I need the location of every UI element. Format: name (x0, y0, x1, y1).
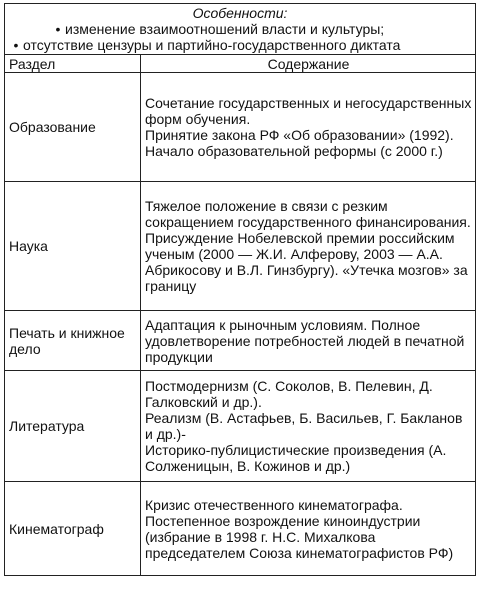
table-row (5, 182, 476, 311)
content-line: Историко-публицистические произведения (А. Солженицын, В. Кожинов и др.) (145, 442, 447, 474)
table-header-row (5, 55, 476, 73)
row-content (141, 182, 476, 311)
row-content (141, 371, 476, 482)
row-content (141, 73, 476, 182)
features-title: Особенности: (192, 5, 288, 21)
row-section-label: Образование (5, 73, 141, 182)
features-item-text: изменение взаимоотношений власти и культуры; (65, 21, 385, 37)
header-section: Раздел (5, 55, 141, 73)
header-content: Содержание (141, 55, 476, 73)
row-section-label: Наука (5, 182, 141, 311)
content-line: Начало образовательной реформы (с 2000 г.) (145, 143, 443, 159)
row-section-label: Литература (5, 371, 141, 482)
culture-table (4, 54, 476, 576)
features-list-item (9, 21, 471, 37)
row-section-label: Печать и книжное дело (5, 311, 141, 371)
bullet-icon: • (13, 37, 19, 53)
row-content (141, 482, 476, 576)
table-row (5, 371, 476, 482)
table-row (5, 73, 476, 182)
content-line: Кризис отечественного кинематографа. (145, 496, 403, 513)
row-section-label: Кинематограф (5, 482, 141, 576)
content-line: Присуждение Нобелевской премии российским ученым (2000 — Ж.И. Алферову, 2003 — А.А. Абрикосову и В.Л. Гинзбургу). «Утечка мозгов» за границу (145, 230, 468, 294)
culture-document (4, 3, 476, 576)
content-line: Реализм (В. Астафьев, Б. Васильев, Г. Бакланов и др.)- (145, 410, 463, 442)
features-item-text: отсутствие цензуры и партийно-государственного диктата (23, 37, 401, 53)
features-box (4, 3, 476, 54)
content-line: Принятие закона РФ «Об образовании» (1992). (145, 127, 454, 143)
content-line: Тяжелое положение в связи с резким сокращением государственного финансирования. (145, 198, 471, 230)
content-line: Постепенное возрождение киноиндустрии (избрание в 1998 г. Н.С. Михалкова председателем Союза кинематографистов РФ) (145, 512, 454, 561)
content-line: Постмодернизм (С. Соколов, В. Пелевин, Д. Галковский и др.). (145, 378, 433, 410)
table-row (5, 311, 476, 371)
features-list-item (9, 37, 471, 53)
table-row (5, 482, 476, 576)
content-line: Сочетание государственных и негосударственных форм обучения. (145, 95, 472, 127)
row-content (141, 311, 476, 371)
bullet-icon: • (55, 21, 61, 37)
content-line: Адаптация к рыночным условиям. Полное удовлетворение потребностей людей в печатной продукции (145, 316, 465, 365)
